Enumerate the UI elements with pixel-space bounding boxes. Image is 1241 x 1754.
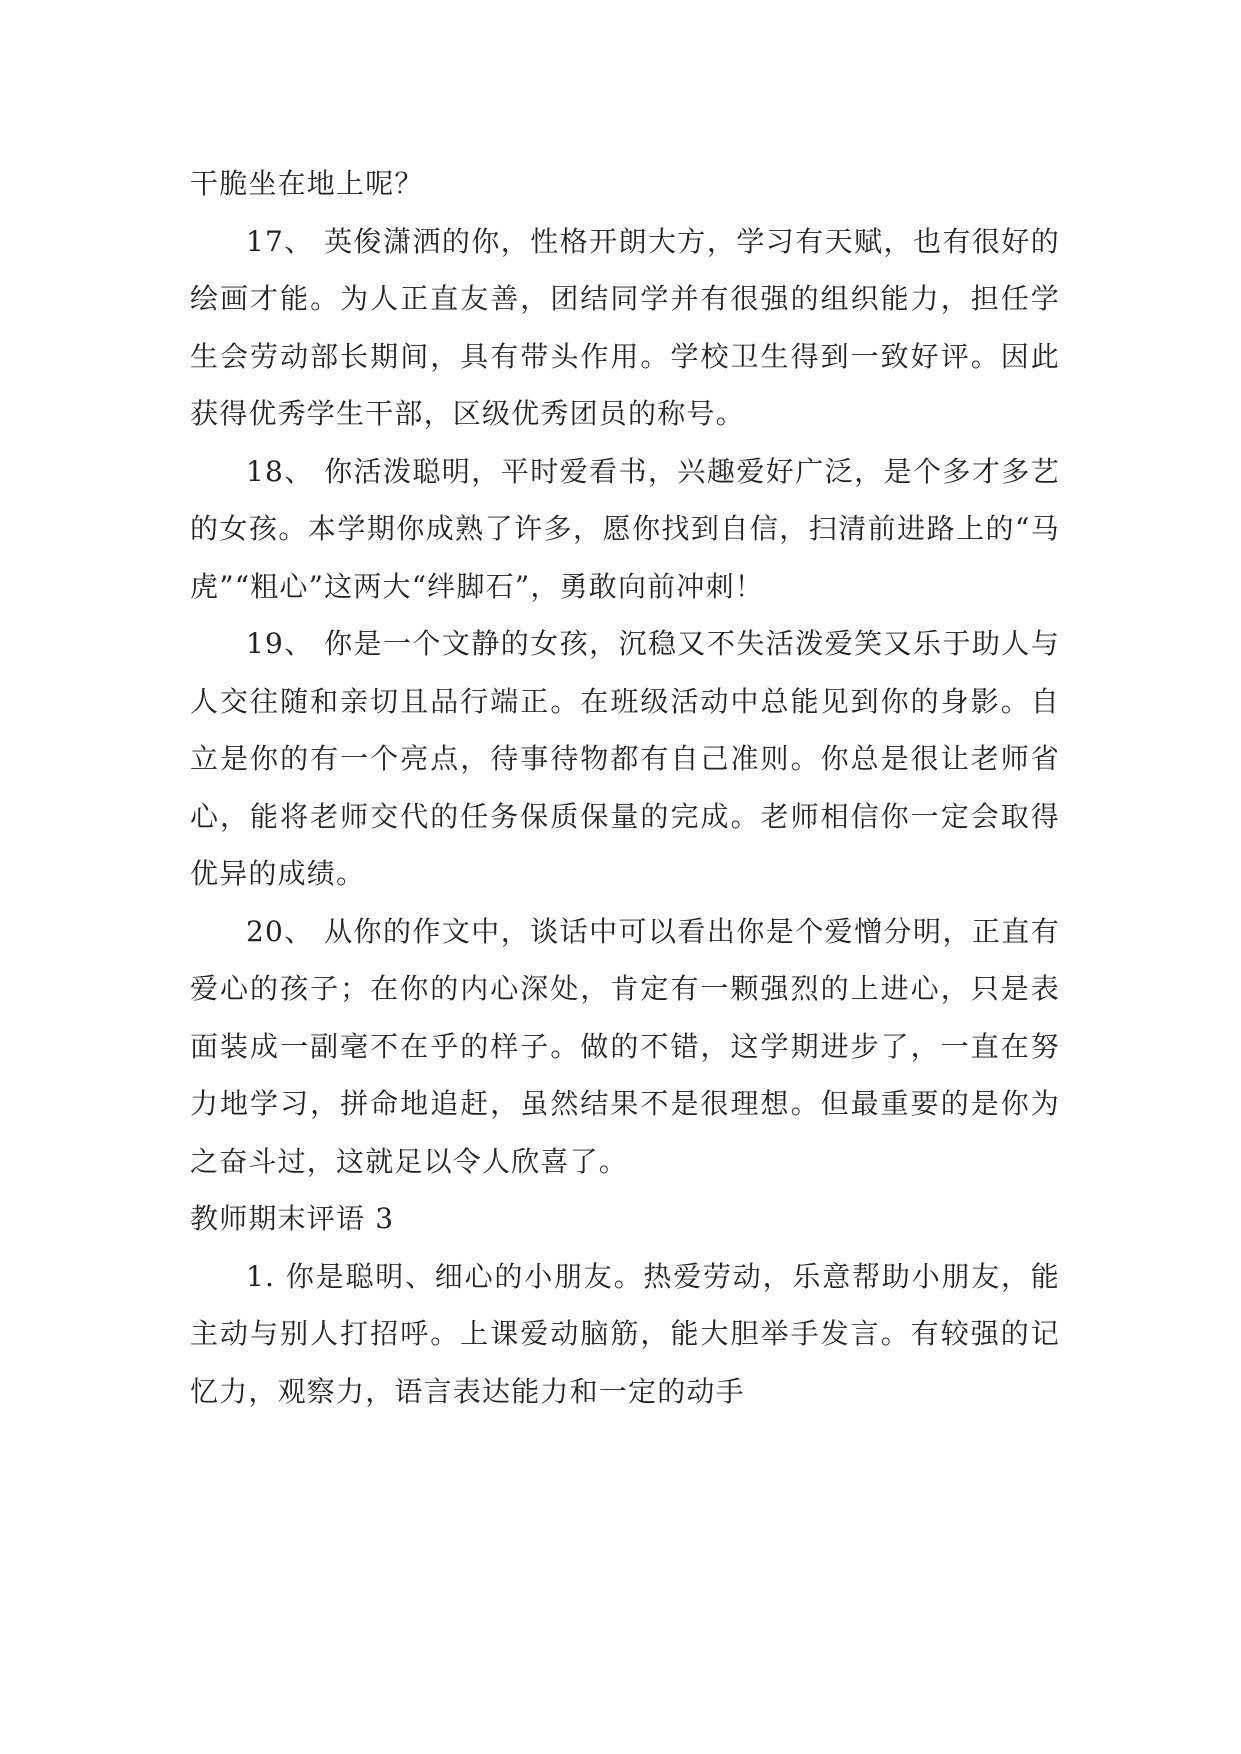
paragraph-comment-20: 20、 从你的作文中，谈话中可以看出你是个爱憎分明，正直有爱心的孩子；在你的内心深处，肯定有一颗强烈的上进心，只是表面装成一副毫不在乎的样子。做的不错，这学期进步了，一直在努力地学习，拼命地追赶，虽然结果不是很理想。但最重要的是你为之奋斗过，这就足以令人欣喜了。 [190,914,1060,1178]
paragraph-comment-17: 17、 英俊潇洒的你，性格开朗大方，学习有天赋，也有很好的绘画才能。为人正直友善，团结同学并有很强的组织能力，担任学生会劳动部长期间，具有带头作用。学校卫生得到一致好评。因此获得优秀学生干部，区级优秀团员的称号。 [190,224,1060,430]
paragraph-continuation: 干脆坐在地上呢？ [190,167,424,200]
section-heading: 教师期末评语 3 [190,1202,395,1235]
paragraph-comment-1: 1. 你是聪明、细心的小朋友。热爱劳动，乐意帮助小朋友，能主动与别人打招呼。上课爱动脑筋，能大胆举手发言。有较强的记忆力，观察力，语言表达能力和一定的动手 [190,1259,1060,1408]
paragraph-comment-19: 19、 你是一个文静的女孩，沉稳又不失活泼爱笑又乐于助人与人交往随和亲切且品行端正。在班级活动中总能见到你的身影。自立是你的有一个亮点，待事待物都有自己准则。你总是很让老师省心，能将老师交代的任务保质保量的完成。老师相信你一定会取得优异的成绩。 [190,627,1060,890]
document-body [190,155,1060,1420]
paragraph-comment-18: 18、 你活泼聪明，平时爱看书，兴趣爱好广泛，是个多才多艺的女孩。本学期你成熟了许多，愿你找到自信，扫清前进路上的“马虎”“粗心”这两大“绊脚石”，勇敢向前冲刺！ [190,454,1060,603]
